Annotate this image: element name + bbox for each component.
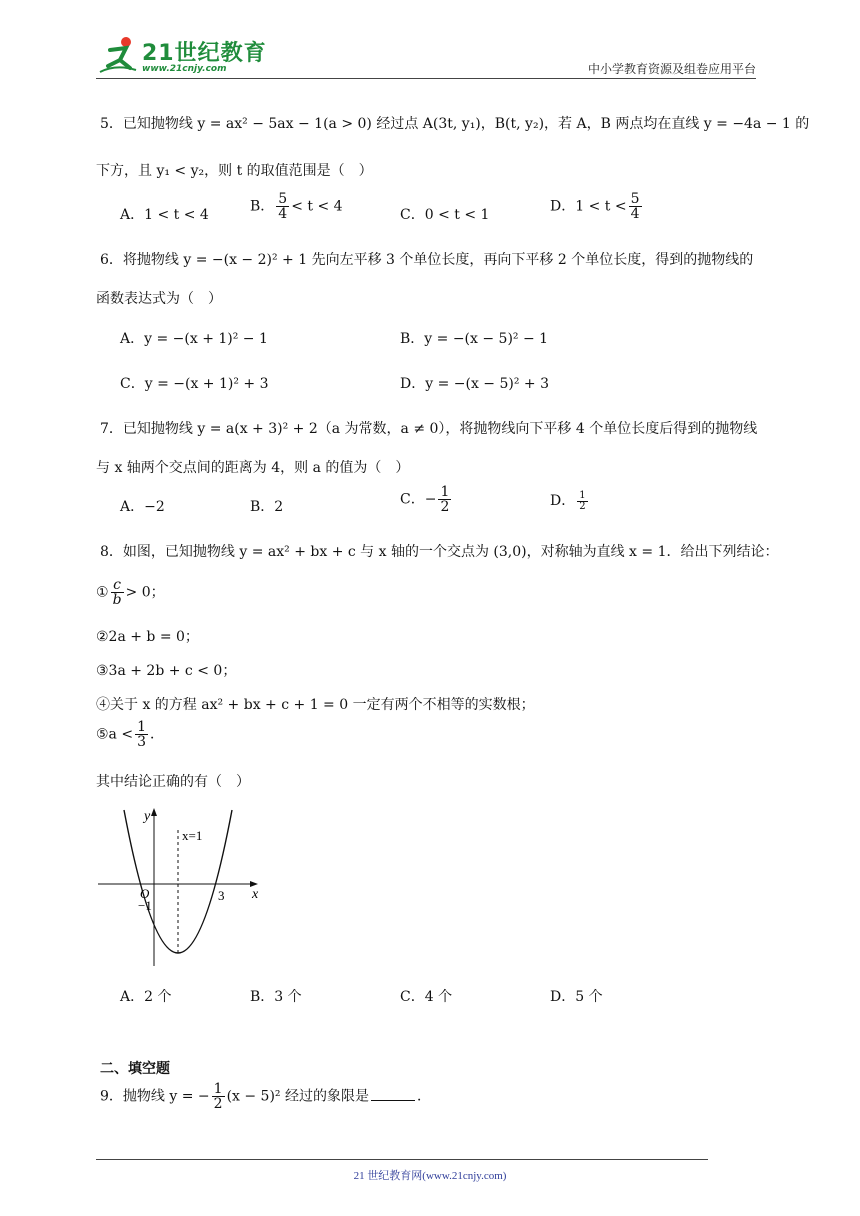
q5-option-d xyxy=(550,192,644,221)
q7-option-b: B．2 xyxy=(250,499,284,515)
q9-fraction: $\frac{1}{2}$ xyxy=(213,1081,223,1112)
q8-line1: 8．如图，已知抛物线 y = ax² + bx + c 与 x 轴的一个交点为 (3,0)，对称轴为直线 x = 1．给出下列结论： xyxy=(100,544,779,560)
q5-fraction: $\frac{5}{4}$ xyxy=(278,191,288,222)
q7-fraction-c: $\frac{1}{2}$ xyxy=(440,484,450,515)
q8-c1-fraction: $\frac{c}{b}$ xyxy=(112,577,122,608)
footer-text: 21 世纪教育网(www.21cnjy.com) xyxy=(353,1170,507,1182)
platform-title: 中小学教育资源及组卷应用平台 xyxy=(587,62,756,76)
q8-option-c: C．4 个 xyxy=(400,989,453,1005)
q8-conclusion-3: ③3a + 2b + c < 0； xyxy=(96,663,237,679)
q6-option-d: D．y = −(x − 5)² + 3 xyxy=(400,376,550,392)
logo-text: 21世纪教育 xyxy=(142,41,267,66)
footer-divider xyxy=(96,1159,708,1160)
q5-option-a: A．1 < t < 4 xyxy=(120,207,209,223)
q5-fraction-d: $\frac{5}{4}$ xyxy=(630,191,640,222)
q8-conclusion-2: ②2a + b = 0； xyxy=(96,629,199,645)
q5-option-d-label: D．1 < t < xyxy=(550,198,627,215)
section-title: 二、填空题 xyxy=(100,1060,170,1076)
y-axis-arrow xyxy=(151,808,157,816)
q9: 9．抛物线 y = − $\frac{1}{2}$ (x − 5)² 经过的象限是 ． xyxy=(100,1081,431,1112)
q5-line1: 5．已知抛物线 y = ax² − 5ax − 1(a > 0) 经过点 A(3t, y₁)，B(t, y₂)，若 A，B 两点均在直线 y = −4a − 1 的 xyxy=(100,116,810,132)
q7-fraction-d: $\frac{1}{2}$ xyxy=(579,489,586,512)
q5-line2: 下方，且 y₁ < y₂，则 t 的取值范围是（ ） xyxy=(96,163,373,179)
q8-option-b: B．3 个 xyxy=(250,989,302,1005)
origin-label: O xyxy=(140,886,150,901)
q5-option-b-tail: < t < 4 xyxy=(291,198,343,215)
runner-logo-icon xyxy=(96,34,140,74)
q8-c5-fraction: $\frac{1}{3}$ xyxy=(137,719,146,750)
q7-option-c-label: C．− xyxy=(400,491,437,508)
q5-option-b-label: B． xyxy=(250,198,275,215)
header-divider xyxy=(96,78,756,79)
minus-one-label: −1 xyxy=(138,898,152,913)
q6-option-b: B．y = −(x − 5)² − 1 xyxy=(400,331,549,347)
q9-answer-blank[interactable] xyxy=(371,1100,415,1101)
q5-option-b xyxy=(250,192,343,221)
axis-label: x=1 xyxy=(182,828,203,843)
q8-conclusion-1: ① $\frac{c}{b}$ > 0； xyxy=(96,577,165,608)
q6-line2: 函数表达式为（ ） xyxy=(96,291,222,307)
q7-option-d-label: D． xyxy=(550,493,576,509)
parabola-graph xyxy=(96,806,266,971)
q5-option-c: C．0 < t < 1 xyxy=(400,207,490,223)
logo-url: www.21cnjy.com xyxy=(142,64,227,74)
x-label: x xyxy=(252,887,259,902)
q8-option-d: D．5 个 xyxy=(550,989,603,1005)
q8-conclusion-4: ④关于 x 的方程 ax² + bx + c + 1 = 0 一定有两个不相等的实数根； xyxy=(96,697,535,713)
q8-question: 其中结论正确的有（ ） xyxy=(96,774,250,790)
q7-line1: 7．已知抛物线 y = a(x + 3)² + 2（a 为常数，a ≠ 0），将抛物线向下平移 4 个单位长度后得到的抛物线 xyxy=(100,421,758,437)
q7-option-a: A．−2 xyxy=(120,499,165,515)
q6-line1: 6．将抛物线 y = −(x − 2)² + 1 先向左平移 3 个单位长度，再向下平移 2 个单位长度，得到的抛物线的 xyxy=(100,252,754,268)
q7-option-c xyxy=(400,485,453,514)
y-label: y xyxy=(144,809,151,824)
q7-option-d xyxy=(550,490,590,512)
site-logo xyxy=(96,34,267,78)
q6-option-c: C．y = −(x + 1)² + 3 xyxy=(120,376,269,392)
q8-conclusion-5: ⑤a < $\frac{1}{3}$ ． xyxy=(96,719,164,750)
q6-option-a: A．y = −(x + 1)² − 1 xyxy=(120,331,268,347)
three-label: 3 xyxy=(218,888,225,903)
q7-line2: 与 x 轴两个交点间的距离为 4，则 a 的值为（ ） xyxy=(96,460,410,476)
q8-option-a: A．2 个 xyxy=(120,989,172,1005)
